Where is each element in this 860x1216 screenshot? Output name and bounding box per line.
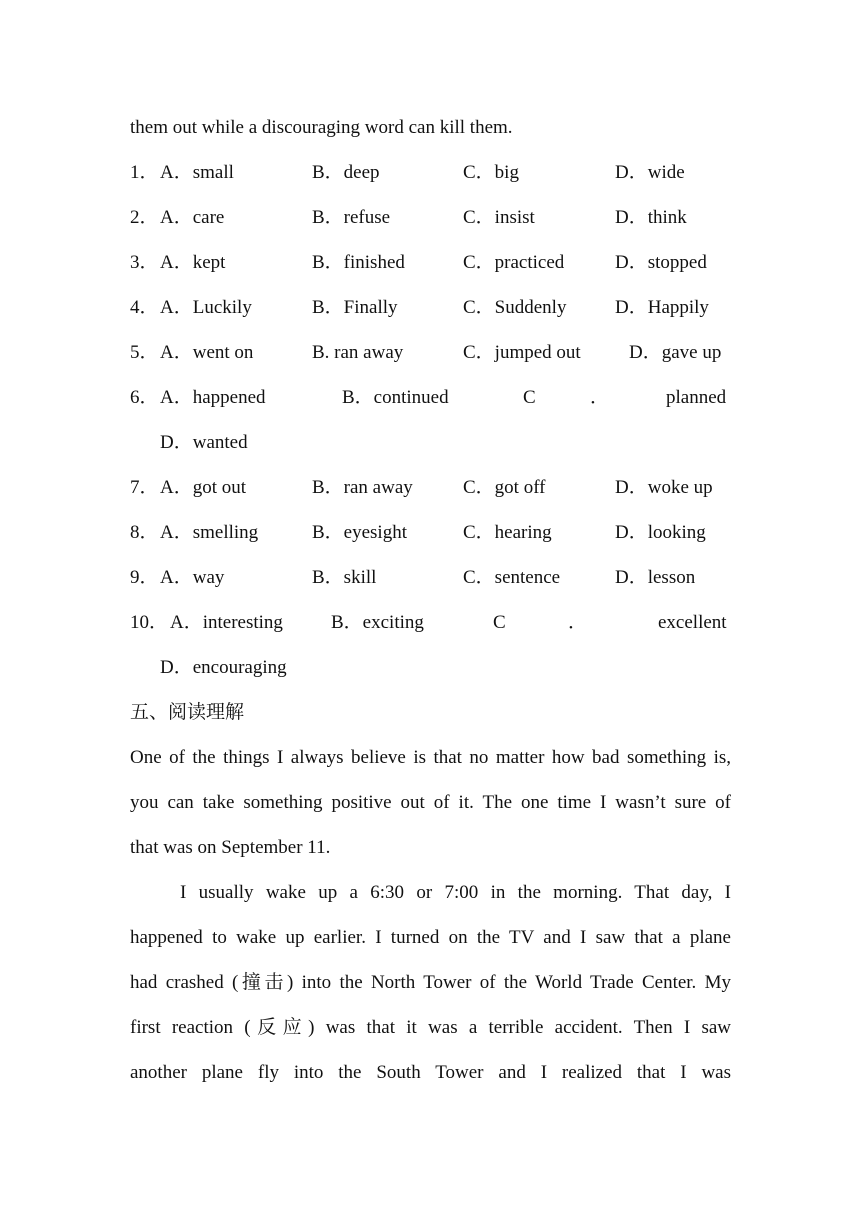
option-a: A．interesting <box>170 612 283 633</box>
section-heading: 五、阅读理解 <box>130 702 245 723</box>
option-b: B．deep <box>312 162 380 183</box>
option-a: A．went on <box>160 342 254 363</box>
passage-p1-line-1: One of the things I always believe is that no matter how bad something is, <box>130 747 731 768</box>
option-c-dot: ． <box>568 612 588 633</box>
passage-p2-line-3: had crashed (撞击) into the North Tower of the World Trade Center. My <box>130 972 731 993</box>
passage-p2-line-1: I usually wake up a 6:30 or 7:00 in the morning. That day, I <box>180 882 731 903</box>
option-d: D．stopped <box>615 252 707 273</box>
option-b: B．ran away <box>312 477 413 498</box>
option-b: B．skill <box>312 567 377 588</box>
question-number: 2． <box>130 207 159 228</box>
option-d: D．Happily <box>615 297 709 318</box>
option-b: B. ran away <box>312 342 404 363</box>
question-number: 8． <box>130 522 159 543</box>
option-a: A．small <box>160 162 234 183</box>
option-d: D．gave up <box>629 342 722 363</box>
option-a: A．kept <box>160 252 226 273</box>
option-c-dot: ． <box>590 387 610 408</box>
question-number: 6． <box>130 387 159 408</box>
passage-p1-line-3: that was on September 11. <box>130 837 331 858</box>
option-c: C．Suddenly <box>463 297 567 318</box>
question-number: 3． <box>130 252 159 273</box>
option-c-text: excellent <box>658 612 727 633</box>
option-d: D．encouraging <box>160 657 287 678</box>
question-number: 1． <box>130 162 159 183</box>
passage-p2-line-2: happened to wake up earlier. I turned on the TV and I saw that a plane <box>130 927 731 948</box>
option-c: C．sentence <box>463 567 561 588</box>
option-c-letter: C <box>493 612 506 633</box>
option-d: D．wanted <box>160 432 248 453</box>
option-b: B．continued <box>342 387 449 408</box>
option-a: A．got out <box>160 477 247 498</box>
option-b: B．finished <box>312 252 405 273</box>
option-b: B．Finally <box>312 297 398 318</box>
option-a: A．care <box>160 207 225 228</box>
option-d: D．woke up <box>615 477 713 498</box>
option-d: D．lesson <box>615 567 696 588</box>
option-d: D．wide <box>615 162 685 183</box>
option-c: C．practiced <box>463 252 565 273</box>
question-number: 4． <box>130 297 159 318</box>
option-a: A．smelling <box>160 522 259 543</box>
passage-p1-line-2: you can take something positive out of it. The one time I wasn’t sure of <box>130 792 731 813</box>
option-a: A．way <box>160 567 225 588</box>
option-b: B．eyesight <box>312 522 407 543</box>
option-d: D．think <box>615 207 687 228</box>
passage-p2-line-5: another plane fly into the South Tower and I realized that I was <box>130 1062 731 1083</box>
option-c: C．insist <box>463 207 535 228</box>
option-b: B．exciting <box>331 612 424 633</box>
option-c: C．hearing <box>463 522 552 543</box>
option-c: C．jumped out <box>463 342 581 363</box>
question-number: 5． <box>130 342 159 363</box>
option-c: C．got off <box>463 477 546 498</box>
option-a: A．Luckily <box>160 297 252 318</box>
option-b: B．refuse <box>312 207 391 228</box>
passage-p2-line-4: first reaction (反应) was that it was a terrible accident. Then I saw <box>130 1017 731 1038</box>
option-a: A．happened <box>160 387 266 408</box>
option-c: C．big <box>463 162 519 183</box>
question-number: 9． <box>130 567 159 588</box>
question-number: 7． <box>130 477 159 498</box>
intro-line: them out while a discouraging word can kill them. <box>130 117 513 138</box>
option-c-text: planned <box>666 387 727 408</box>
question-number: 10． <box>130 612 169 633</box>
option-d: D．looking <box>615 522 706 543</box>
option-c-letter: C <box>523 387 536 408</box>
